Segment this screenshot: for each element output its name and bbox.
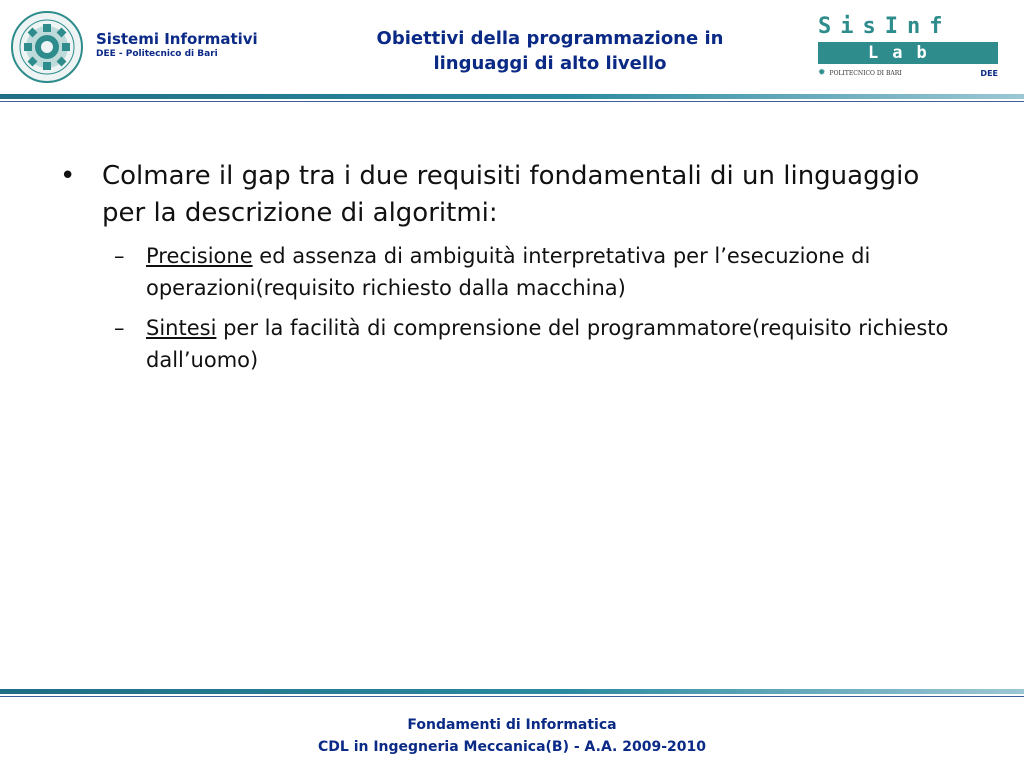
sub-item-text [146,312,958,376]
slide-title-line2: linguaggi di alto livello [433,53,667,74]
gear-icon: ✹ [818,68,826,78]
slide-title [330,26,770,76]
dash-marker: – [114,316,125,340]
header-divider [0,94,1024,103]
footer-line2: CDL in Ingegneria Meccanica(B) - A.A. 2009-2010 [318,739,706,755]
sub-item-keyword: Precisione [146,244,253,268]
lab-logo-footer [818,68,998,78]
brand [96,30,258,60]
sub-item-description: ed assenza di ambiguità interpretativa per l’esecuzione di operazioni(requisito richiesto dalla macchina) [146,244,871,300]
sub-item-keyword: Sintesi [146,316,217,340]
slide-footer [0,714,1024,758]
sub-item [114,312,958,376]
lab-logo-dept: DEE [980,68,998,78]
sub-item-description: per la facilità di comprensione del programmatore(requisito richiesto dall’uomo) [146,316,949,372]
brand-title: Sistemi Informativi [96,30,258,48]
sub-item-text [146,240,958,304]
dash-marker: – [114,244,125,268]
bullet-marker: • [60,161,76,191]
footer-line1: Fondamenti di Informatica [407,717,617,733]
lab-logo-bar: Lab [818,42,998,64]
brand-subtitle: DEE - Politecnico di Bari [96,49,218,59]
lab-logo-top: SisInf [818,14,952,39]
sub-item [114,240,958,304]
main-bullet-text: Colmare il gap tra i due requisiti fondamentali di un linguaggio per la descrizione di algoritmi: [102,161,920,228]
sisinf-lab-logo [818,14,998,84]
main-bullet [58,158,958,232]
lab-logo-footer-text: POLITECNICO DI BARI [829,69,902,77]
politecnico-seal-logo [10,10,84,84]
footer-divider [0,689,1024,698]
slide-title-line1: Obiettivi della programmazione in [376,28,724,49]
slide-body [58,158,958,376]
